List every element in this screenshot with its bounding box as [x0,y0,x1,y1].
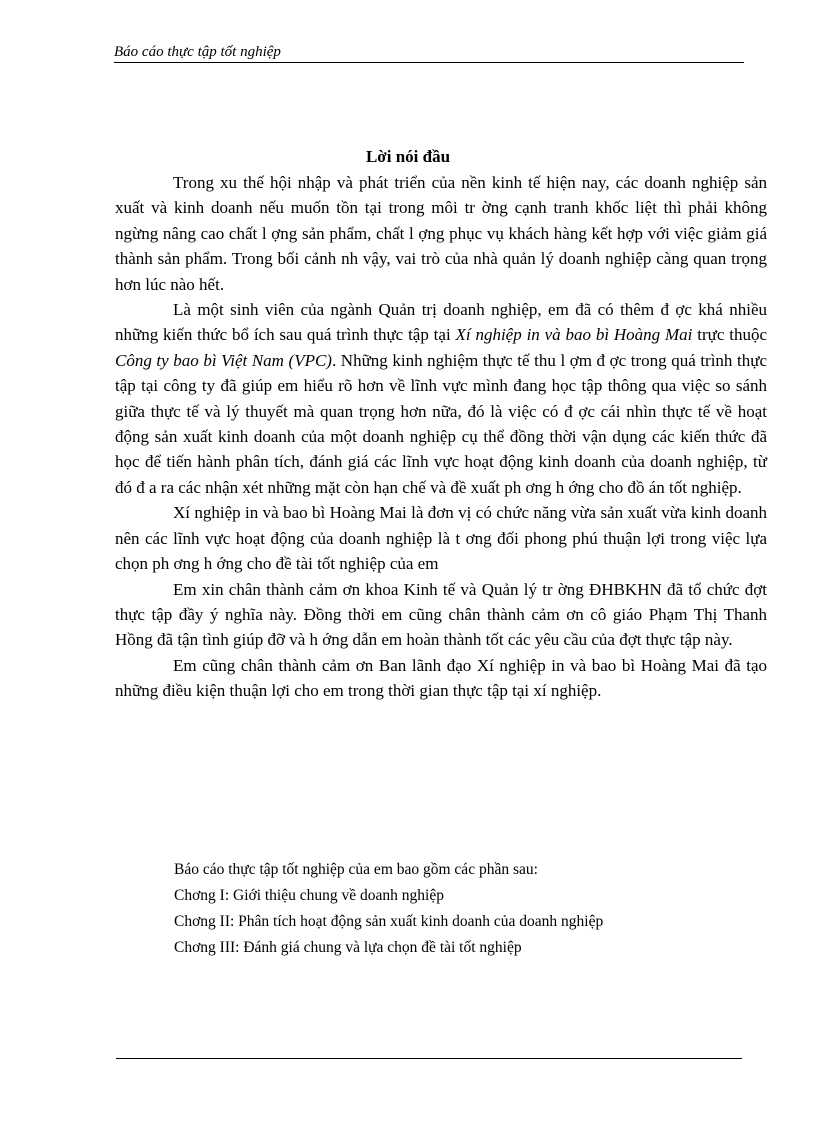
contents-intro: Báo cáo thực tập tốt nghiệp của em bao gồm các phần sau: [174,861,538,878]
contents-item-1: Chơng I: Giới thiệu chung về doanh nghiệp [174,887,444,904]
paragraph-2-text-a: Là một sinh viên của ngành Quản trị doanh nghiệp, em đã có thêm đ ợc khá nhiều những kiến thức bổ ích sau quá trình thực tập tại [115,300,767,345]
page-header [114,42,744,63]
paragraph-1: Trong xu thế hội nhập và phát triển của nền kinh tế hiện nay, các doanh nghiệp sản xuất và kinh doanh nếu muốn tồn tại trong môi tr ờng cạnh tranh khốc liệt thì phải không ngừng nâng cao chất l ợng sản phẩm, chất l ợng phục vụ khách hàng kết hợp với việc giảm giá thành sản phẩm. Trong bối cảnh nh vậy, vai trò của nhà quản lý doanh nghiệp càng quan trọng hơn lúc nào hết. [115,173,767,294]
parent-company-italic: Công ty bao bì Việt Nam (VPC) [115,350,332,370]
paragraph-2-text-c: . Những kinh nghiệm thực tế thu l ợm đ ợc trong quá trình thực tập tại công ty đã giúp em hiểu rõ hơn về lĩnh vực mình đang học tập thông qua việc so sánh giữa thực tế và lý thuyết mà quan trọng hơn nữa, đó là việc có đ ợc cái nhìn thực tế về hoạt động sản xuất kinh doanh của một doanh nghiệp cụ thể đồng thời vận dụng các kiến thức đã học để tiến hành phân tích, đánh giá các lĩnh vực hoạt động kinh doanh của doanh nghiệp, từ đó đ a ra các nhận xét những mặt còn hạn chế và đề xuất ph ơng h ớng cho đồ án tốt nghiệp. [115,350,767,497]
paragraph-3: Xí nghiệp in và bao bì Hoàng Mai là đơn vị có chức năng vừa sản xuất vừa kinh doanh nên các lĩnh vực hoạt động của doanh nghiệp là t ơng đối phong phú thuận lợi trong việc lựa chọn ph ơng h ớng cho đề tài tốt nghiệp của em [115,503,767,574]
paragraph-2-text-b: trực thuộc [692,325,768,345]
footer-divider [116,1058,742,1059]
contents-item-3: Chơng III: Đánh giá chung và lựa chọn đề tài tốt nghiệp [174,939,522,956]
document-body [115,170,767,704]
paragraph-5: Em cũng chân thành cảm ơn Ban lãnh đạo Xí nghiệp in và bao bì Hoàng Mai đã tạo những điều kiện thuận lợi cho em trong thời gian thực tập tại xí nghiệp. [115,655,767,701]
company-name-italic: Xí nghiệp in và bao bì Hoàng Mai [455,325,693,345]
header-title: Báo cáo thực tập tốt nghiệp [114,44,281,60]
contents-list [174,857,774,961]
paragraph-2 [115,297,767,500]
paragraph-4: Em xin chân thành cảm ơn khoa Kinh tế và Quản lý tr ờng ĐHBKHN đã tổ chức đợt thực tập đầy ý nghĩa này. Đồng thời em cũng chân thành cảm ơn cô giáo Phạm Thị Thanh Hồng đã tận tình giúp đỡ và h ớng dẫn em hoàn thành tốt các yêu cầu của đợt thực tập này. [115,579,767,650]
contents-item-2: Chơng II: Phân tích hoạt động sản xuất kinh doanh của doanh nghiệp [174,913,604,930]
page-title: Lời nói đầu [365,147,451,166]
